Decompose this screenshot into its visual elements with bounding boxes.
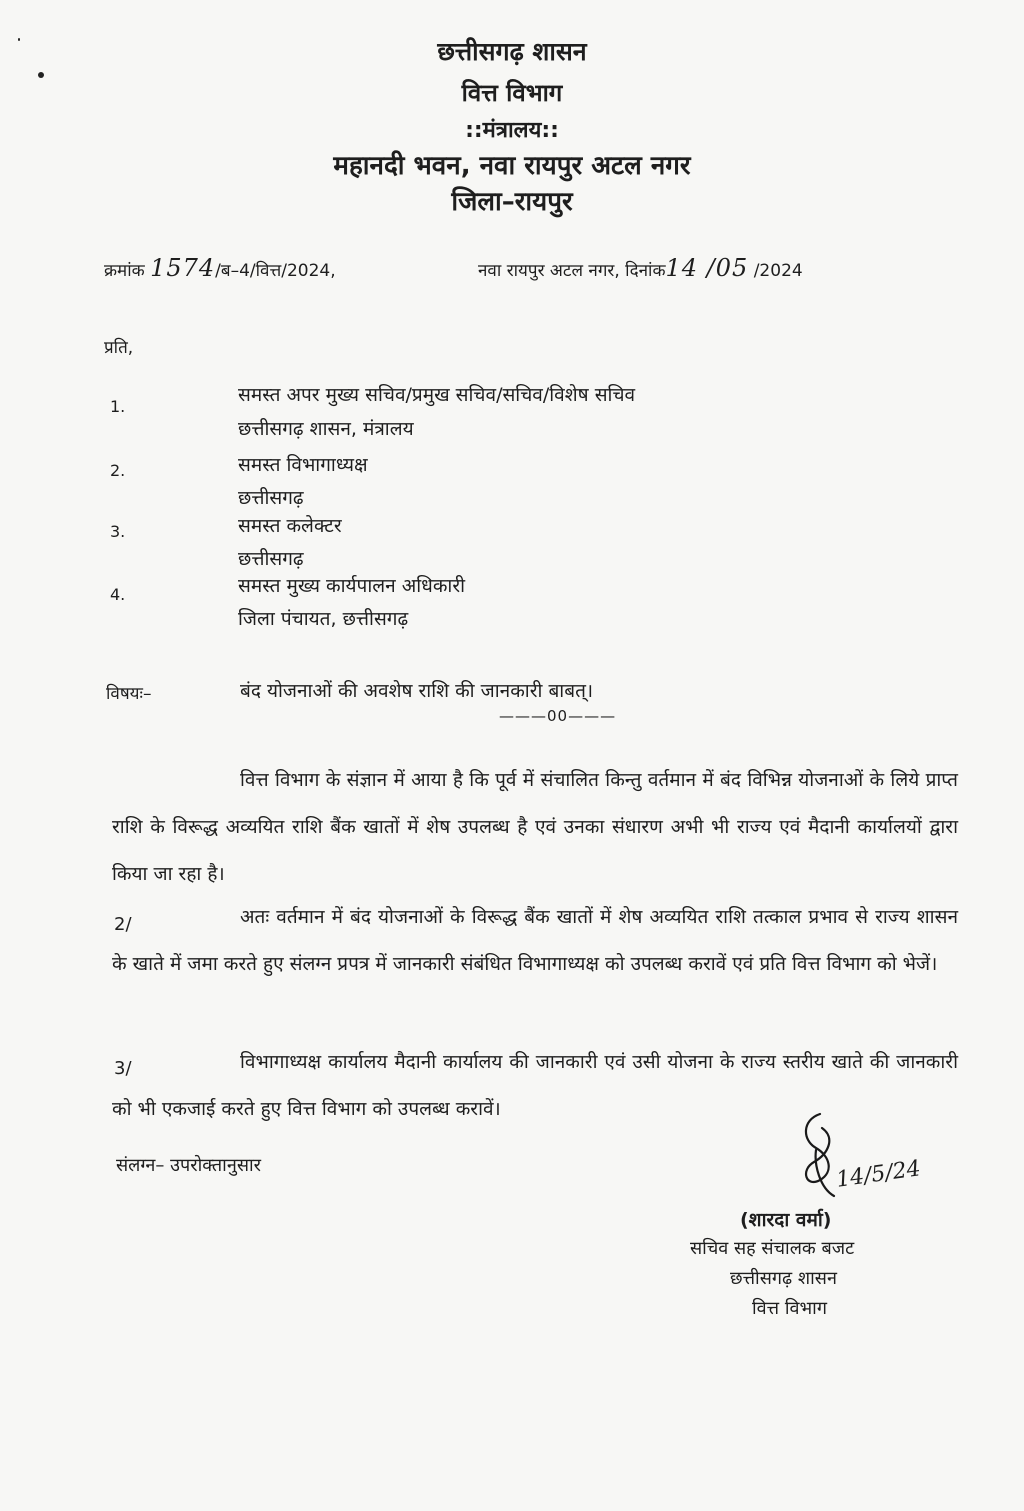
enclosure-note: संलग्न– उपरोक्तानुसार	[116, 1155, 262, 1176]
place-date-prefix: नवा रायपुर अटल नगर, दिनांक	[478, 261, 666, 281]
reference-number	[104, 254, 336, 282]
recipient-line: समस्त कलेक्टर	[238, 515, 342, 537]
subject-text: बंद योजनाओं की अवशेष राशि की जानकारी बाबत्।	[240, 680, 594, 702]
body-paragraph-3: विभागाध्यक्ष कार्यालय मैदानी कार्यालय की जानकारी एवं उसी योजना के राज्य स्तरीय खाते की जानकारी को भी एकजाई करते हुए वित्त विभाग को उपलब्ध करावें।	[112, 1051, 958, 1120]
signatory-designation: सचिव सह संचालक बजट	[690, 1238, 855, 1259]
header-address: महानदी भवन, नवा रायपुर अटल नगर	[333, 151, 691, 181]
recipient-line: समस्त विभागाध्यक्ष	[238, 454, 368, 476]
header-department: वित्त विभाग	[461, 79, 563, 107]
recipient-number: 1.	[110, 397, 126, 416]
recipient-number: 2.	[110, 461, 126, 480]
subject-label: विषयः–	[106, 684, 152, 704]
signatory-name: (शारदा वर्मा)	[740, 1209, 832, 1231]
header-ministry: ::मंत्रालय::	[465, 118, 559, 143]
recipient-line: जिला पंचायत, छत्तीसगढ़	[238, 608, 409, 630]
signature-date: 14/5/24	[834, 1156, 923, 1193]
reference-date	[478, 254, 803, 282]
paragraph-number: 3/	[114, 1058, 132, 1079]
reference-suffix: /ब–4/वित्त/2024,	[215, 261, 336, 281]
reference-handwritten-number: 1574	[150, 254, 216, 282]
recipient-number: 3.	[110, 522, 126, 541]
reference-prefix: क्रमांक	[104, 261, 145, 281]
paragraph-number: 2/	[114, 914, 132, 935]
recipient-line: समस्त अपर मुख्य सचिव/प्रमुख सचिव/सचिव/विशेष सचिव	[238, 384, 636, 406]
signatory-government: छत्तीसगढ़ शासन	[730, 1268, 837, 1289]
header-government: छत्तीसगढ़ शासन	[437, 37, 587, 66]
recipient-number: 4.	[110, 585, 126, 604]
recipient-line: छत्तीसगढ़	[238, 487, 304, 509]
recipients-heading: प्रति,	[104, 338, 134, 358]
header-district: जिला–रायपुर	[451, 187, 573, 217]
recipient-line: समस्त मुख्य कार्यपालन अधिकारी	[238, 575, 466, 597]
body-paragraph-2: अतः वर्तमान में बंद योजनाओं के विरूद्ध बैंक खातों में शेष अव्ययित राशि तत्काल प्रभाव से राज्य शासन के खाते में जमा करते हुए संलग्न प्रपत्र में जानकारी संबंधित विभागाध्यक्ष को उपलब्ध करावें एवं प्रति वित्त विभाग को भेजें।	[112, 906, 958, 975]
recipient-line: छत्तीसगढ़	[238, 548, 304, 570]
signatory-department: वित्त विभाग	[752, 1298, 827, 1319]
recipient-line: छत्तीसगढ़ शासन, मंत्रालय	[238, 418, 414, 440]
body-paragraph-1: वित्त विभाग के संज्ञान में आया है कि पूर्व में संचालित किन्तु वर्तमान में बंद विभिन्न योजनाओं के लिये प्राप्त राशि के विरूद्ध अव्ययित राशि बैंक खातों में शेष उपलब्ध है एवं उनका संधारण अभी भी राज्य एवं मैदानी कार्यालयों द्वारा किया जा रहा है।	[112, 769, 958, 885]
subject-divider: ———00———	[499, 707, 617, 725]
date-year: /2024	[753, 261, 803, 281]
handwritten-date: 14 /05	[665, 254, 749, 282]
